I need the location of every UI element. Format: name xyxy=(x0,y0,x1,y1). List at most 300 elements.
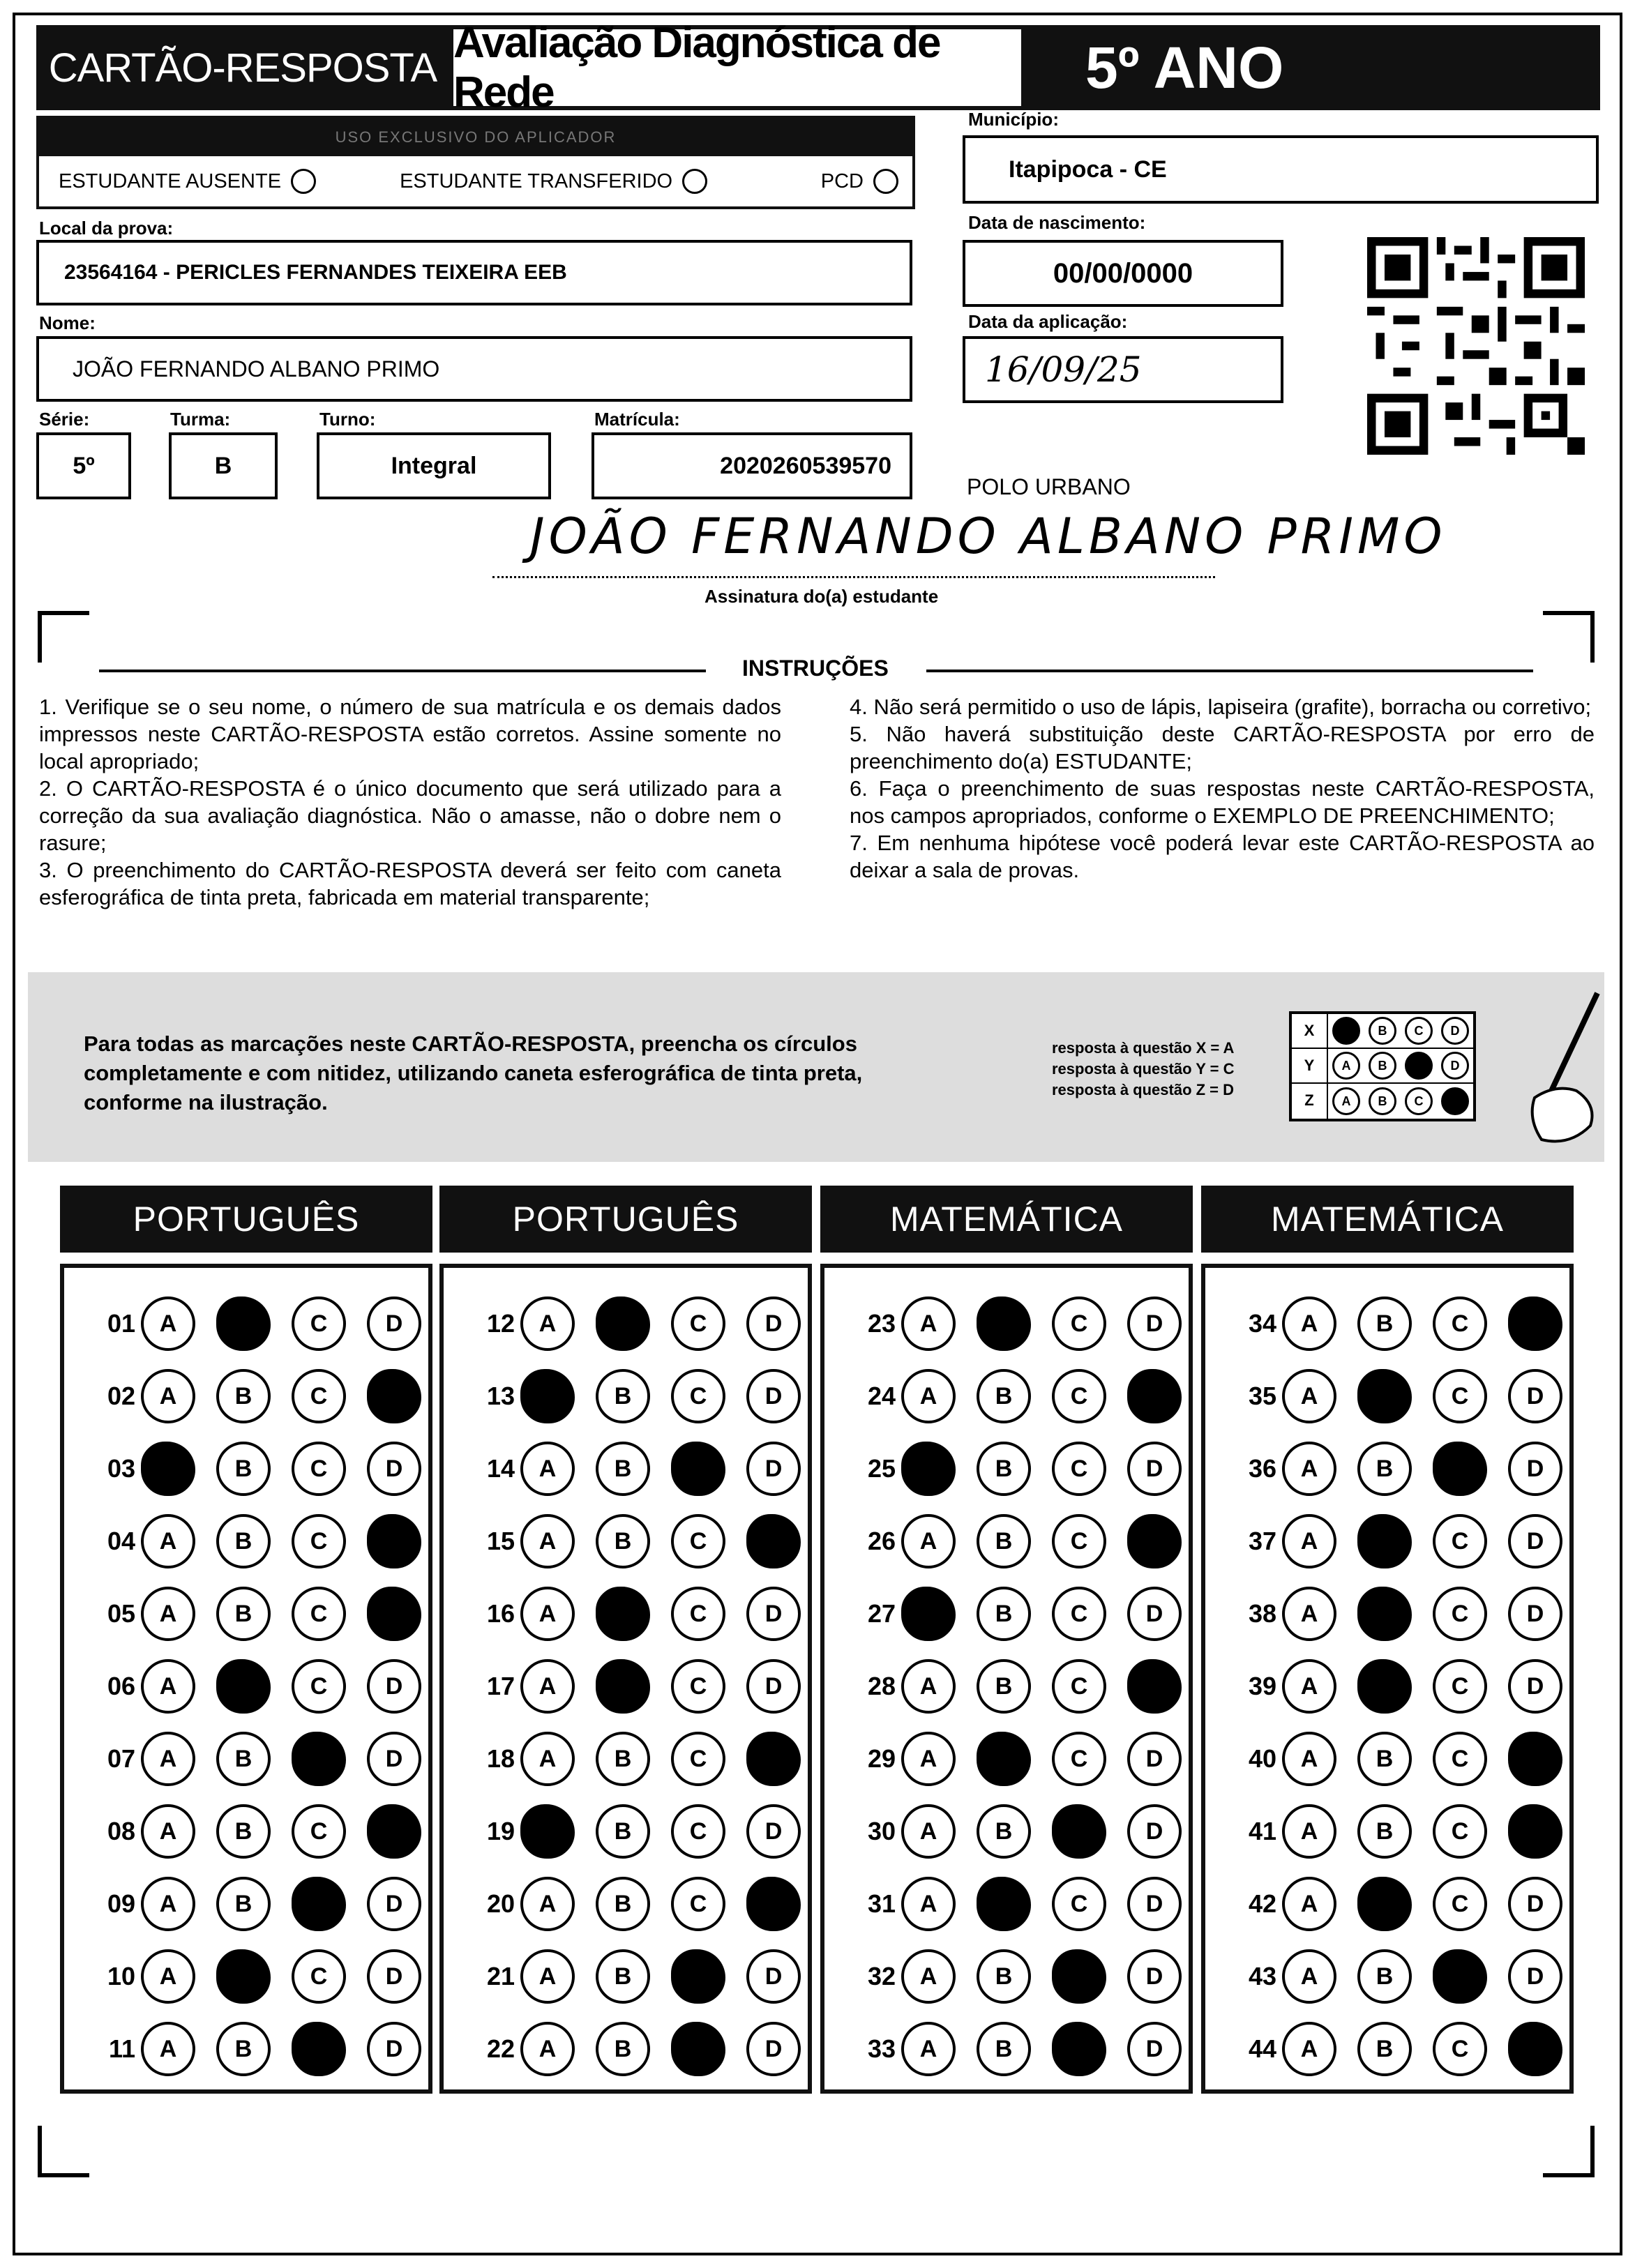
answer-bubble-b[interactable]: B xyxy=(977,1732,1031,1786)
name-field: JOÃO FERNANDO ALBANO PRIMO xyxy=(36,336,912,402)
answer-bubble-a[interactable]: A xyxy=(1282,1587,1336,1641)
answer-bubble-b[interactable]: B xyxy=(977,1877,1031,1931)
answer-bubble-d[interactable]: D xyxy=(367,1804,421,1859)
answer-bubble-a[interactable]: A xyxy=(520,1877,575,1931)
answer-bubble-b[interactable]: B xyxy=(977,2022,1031,2076)
answer-bubble-c[interactable]: C xyxy=(671,1514,725,1568)
example-bubble: A xyxy=(1332,1052,1360,1080)
answer-bubble-b[interactable]: B xyxy=(216,1442,271,1496)
answer-bubble-c[interactable]: C xyxy=(292,1514,346,1568)
answer-bubble-d[interactable]: D xyxy=(367,1369,421,1423)
signature-line xyxy=(492,576,1215,578)
answer-bubble-d[interactable]: D xyxy=(1127,1949,1182,2004)
example-bubble: C xyxy=(1405,1017,1433,1045)
answer-bubble-d[interactable]: D xyxy=(1127,1296,1182,1351)
name-label: Nome: xyxy=(39,312,96,333)
answer-bubble-c[interactable]: C xyxy=(1052,1877,1106,1931)
question-number: 20 xyxy=(486,1889,515,1918)
question-number: 25 xyxy=(867,1454,896,1483)
answer-bubble-b[interactable]: B xyxy=(1357,1877,1412,1931)
answer-bubble-c[interactable]: C xyxy=(292,1732,346,1786)
answer-bubble-a[interactable]: A xyxy=(901,1296,956,1351)
answer-bubble-b[interactable]: B xyxy=(977,1369,1031,1423)
question-number: 03 xyxy=(107,1454,135,1483)
question-number: 24 xyxy=(867,1382,896,1410)
absent-label: ESTUDANTE AUSENTE xyxy=(59,169,282,192)
answer-bubble-a[interactable]: A xyxy=(1282,1514,1336,1568)
answer-bubble-a[interactable]: A xyxy=(141,1587,195,1641)
answer-bubble-d[interactable]: D xyxy=(746,1877,801,1931)
question-number: 01 xyxy=(107,1309,135,1338)
location-label: Local da prova: xyxy=(39,218,174,239)
answer-bubble-b[interactable]: B xyxy=(216,1732,271,1786)
answer-bubble-a[interactable]: A xyxy=(520,1949,575,2004)
transferred-label: ESTUDANTE TRANSFERIDO xyxy=(400,169,673,192)
answer-bubble-d[interactable]: D xyxy=(746,1369,801,1423)
answer-bubble-a[interactable]: A xyxy=(901,1369,956,1423)
corner-mark xyxy=(38,611,89,663)
answer-bubble-c[interactable]: C xyxy=(671,1296,725,1351)
answer-bubble-a[interactable]: A xyxy=(141,1732,195,1786)
answer-bubble-a[interactable]: A xyxy=(141,1442,195,1496)
matricula-field: 2020260539570 xyxy=(592,432,912,499)
example-legend xyxy=(1052,1038,1234,1101)
serie-field: 5º xyxy=(36,432,131,499)
answer-bubble-d[interactable]: D xyxy=(1127,1369,1182,1423)
answer-bubble-a[interactable]: A xyxy=(141,1369,195,1423)
answer-bubble-a[interactable]: A xyxy=(520,1369,575,1423)
answer-bubble-d[interactable]: D xyxy=(367,1442,421,1496)
question-row xyxy=(444,1432,822,1505)
question-number: 07 xyxy=(107,1744,135,1773)
question-number: 30 xyxy=(867,1817,896,1845)
answer-bubble-b[interactable]: B xyxy=(596,1514,650,1568)
question-row xyxy=(64,1432,442,1505)
answer-bubble-d[interactable]: D xyxy=(1127,1732,1182,1786)
instruction-item: 1. Verifique se o seu nome, o número de sua matrícula e os demais dados impressos neste CARTÃO-RESPOSTA estão corretos. Assine somente no local apropriado; xyxy=(39,695,781,773)
example-bubble: A xyxy=(1332,1087,1360,1115)
answer-bubble-c[interactable]: C xyxy=(292,1369,346,1423)
answer-bubble-b[interactable]: B xyxy=(216,1877,271,1931)
question-row xyxy=(824,1360,1203,1432)
answer-bubble-d[interactable]: D xyxy=(367,1587,421,1641)
instruction-item: 7. Em nenhuma hipótese você poderá levar este CARTÃO-RESPOSTA ao deixar a sala de provas. xyxy=(850,831,1595,882)
answer-bubble-a[interactable]: A xyxy=(1282,2022,1336,2076)
answer-bubble-d[interactable]: D xyxy=(1508,1804,1562,1859)
question-row xyxy=(64,1578,442,1650)
question-number: 08 xyxy=(107,1817,135,1845)
answer-bubble-b[interactable]: B xyxy=(977,1296,1031,1351)
question-number: 11 xyxy=(108,2034,135,2063)
answer-bubble-b[interactable]: B xyxy=(977,1949,1031,2004)
question-number: 44 xyxy=(1248,2034,1276,2063)
answer-bubble-c[interactable]: C xyxy=(1052,1659,1106,1714)
instruction-item: 6. Faça o preenchimento de suas respostas neste CARTÃO-RESPOSTA, nos campos apropriados, conforme o EXEMPLO DE PREENCHIMENTO; xyxy=(850,776,1595,828)
example-text: Para todas as marcações neste CARTÃO-RESPOSTA, preencha os círculos completamente e com nitidez, utilizando caneta esferográfica de tinta preta, conforme na ilustração. xyxy=(84,1031,863,1114)
answer-bubble-c[interactable]: C xyxy=(1052,1296,1106,1351)
answer-bubble-a[interactable]: A xyxy=(520,1296,575,1351)
question-number: 10 xyxy=(107,1962,135,1990)
answer-bubble-c[interactable]: C xyxy=(671,1732,725,1786)
question-number: 29 xyxy=(867,1744,896,1773)
answer-bubble-b[interactable]: B xyxy=(596,1877,650,1931)
answer-bubble-d[interactable]: D xyxy=(1127,2022,1182,2076)
column-title: MATEMÁTICA xyxy=(820,1186,1193,1253)
question-row xyxy=(64,1650,442,1723)
question-number: 31 xyxy=(867,1889,896,1918)
question-number: 36 xyxy=(1248,1454,1276,1483)
answer-bubble-d[interactable]: D xyxy=(746,2022,801,2076)
answer-column xyxy=(439,1264,812,2094)
corner-mark xyxy=(1543,2126,1595,2177)
answer-bubble-c[interactable]: C xyxy=(1433,1732,1487,1786)
answer-bubble-b[interactable]: B xyxy=(1357,2022,1412,2076)
example-bubble: B xyxy=(1369,1052,1396,1080)
question-row xyxy=(64,1287,442,1360)
answer-bubble-d[interactable]: D xyxy=(1508,1732,1562,1786)
question-row xyxy=(824,2013,1203,2085)
absent-checkbox[interactable] xyxy=(291,169,316,194)
answer-bubble-a[interactable]: A xyxy=(520,1587,575,1641)
answer-bubble-d[interactable]: D xyxy=(1127,1877,1182,1931)
answer-bubble-c[interactable]: C xyxy=(671,1442,725,1496)
answer-bubble-d[interactable]: D xyxy=(1508,1587,1562,1641)
answer-bubble-d[interactable]: D xyxy=(367,1659,421,1714)
answer-bubble-b[interactable]: B xyxy=(1357,1949,1412,2004)
answer-bubble-d[interactable]: D xyxy=(1127,1587,1182,1641)
question-row xyxy=(64,1940,442,2013)
question-row xyxy=(444,1723,822,1795)
question-number: 18 xyxy=(486,1744,515,1773)
question-row xyxy=(1205,1578,1583,1650)
question-row xyxy=(64,1795,442,1868)
question-number: 42 xyxy=(1248,1889,1276,1918)
answer-bubble-d[interactable]: D xyxy=(1127,1659,1182,1714)
answer-bubble-b[interactable]: B xyxy=(1357,1514,1412,1568)
question-row xyxy=(64,1723,442,1795)
answer-bubble-c[interactable]: C xyxy=(671,1587,725,1641)
question-number: 21 xyxy=(486,1962,515,1990)
matricula-label: Matrícula: xyxy=(594,409,680,430)
answer-bubble-c[interactable]: C xyxy=(1052,1732,1106,1786)
question-number: 17 xyxy=(486,1672,515,1700)
answer-bubble-b[interactable]: B xyxy=(216,1804,271,1859)
answer-bubble-b[interactable]: B xyxy=(216,1587,271,1641)
example-bubble: B xyxy=(1369,1017,1396,1045)
question-row xyxy=(1205,1868,1583,1940)
answer-bubble-a[interactable]: A xyxy=(901,1442,956,1496)
answer-bubble-d[interactable]: D xyxy=(1508,2022,1562,2076)
question-number: 35 xyxy=(1248,1382,1276,1410)
answer-bubble-b[interactable]: B xyxy=(216,1296,271,1351)
answer-bubble-a[interactable]: A xyxy=(1282,1949,1336,2004)
answer-bubble-a[interactable]: A xyxy=(1282,1732,1336,1786)
example-bubble: C xyxy=(1405,1052,1433,1080)
answer-bubble-b[interactable]: B xyxy=(1357,1732,1412,1786)
answer-bubble-c[interactable]: C xyxy=(1433,1514,1487,1568)
answer-bubble-b[interactable]: B xyxy=(596,2022,650,2076)
answer-bubble-b[interactable]: B xyxy=(977,1587,1031,1641)
question-row xyxy=(1205,1360,1583,1432)
answer-bubble-c[interactable]: C xyxy=(671,2022,725,2076)
example-question-label: Y xyxy=(1292,1049,1328,1082)
question-number: 19 xyxy=(486,1817,515,1845)
answer-bubble-b[interactable]: B xyxy=(1357,1804,1412,1859)
answer-bubble-b[interactable]: B xyxy=(596,1659,650,1714)
signature-label: Assinatura do(a) estudante xyxy=(705,586,939,607)
answer-bubble-d[interactable]: D xyxy=(1508,1296,1562,1351)
example-row xyxy=(1292,1049,1473,1084)
answer-bubble-b[interactable]: B xyxy=(596,1442,650,1496)
answer-bubble-d[interactable]: D xyxy=(746,1659,801,1714)
answer-bubble-a[interactable]: A xyxy=(520,1514,575,1568)
answer-bubble-c[interactable]: C xyxy=(671,1369,725,1423)
answer-bubble-c[interactable]: C xyxy=(1433,1442,1487,1496)
answer-bubble-a[interactable]: A xyxy=(520,1732,575,1786)
answer-bubble-c[interactable]: C xyxy=(292,1949,346,2004)
answer-bubble-a[interactable]: A xyxy=(1282,1442,1336,1496)
answer-bubble-c[interactable]: C xyxy=(1052,1804,1106,1859)
answer-bubble-a[interactable]: A xyxy=(1282,1369,1336,1423)
answer-bubble-d[interactable]: D xyxy=(367,1949,421,2004)
card-label: CARTÃO-RESPOSTA xyxy=(36,25,449,110)
question-number: 41 xyxy=(1248,1817,1276,1845)
answer-bubble-a[interactable]: A xyxy=(1282,1877,1336,1931)
answer-bubble-b[interactable]: B xyxy=(1357,1442,1412,1496)
question-row xyxy=(444,1795,822,1868)
answer-bubble-d[interactable]: D xyxy=(746,1296,801,1351)
example-question-label: Z xyxy=(1292,1084,1328,1119)
answer-column xyxy=(820,1264,1193,2094)
question-number: 27 xyxy=(867,1599,896,1628)
answer-bubble-c[interactable]: C xyxy=(292,1659,346,1714)
turno-field: Integral xyxy=(317,432,551,499)
example-row xyxy=(1292,1014,1473,1049)
answer-bubble-d[interactable]: D xyxy=(746,1442,801,1496)
answer-bubble-d[interactable]: D xyxy=(367,1877,421,1931)
answer-bubble-b[interactable]: B xyxy=(1357,1369,1412,1423)
question-row xyxy=(444,1940,822,2013)
corner-mark xyxy=(1543,611,1595,663)
answer-bubble-b[interactable]: B xyxy=(216,1514,271,1568)
answer-bubble-b[interactable]: B xyxy=(216,1949,271,2004)
answer-bubble-a[interactable]: A xyxy=(1282,1804,1336,1859)
column-title: MATEMÁTICA xyxy=(1201,1186,1574,1253)
answer-bubble-c[interactable]: C xyxy=(292,1877,346,1931)
answer-bubble-a[interactable]: A xyxy=(1282,1659,1336,1714)
answer-bubble-c[interactable]: C xyxy=(1433,1877,1487,1931)
pcd-checkbox[interactable] xyxy=(873,169,898,194)
fill-example xyxy=(28,972,1604,1162)
question-number: 13 xyxy=(486,1382,515,1410)
answer-bubble-b[interactable]: B xyxy=(596,1949,650,2004)
answer-bubble-b[interactable]: B xyxy=(1357,1587,1412,1641)
answer-bubble-a[interactable]: A xyxy=(141,1804,195,1859)
instruction-item: 5. Não haverá substituição deste CARTÃO-RESPOSTA por erro de preenchimento do(a) ESTUDANTE; xyxy=(850,722,1595,773)
answer-bubble-d[interactable]: D xyxy=(1508,1442,1562,1496)
signature: JOÃO FERNANDO ALBANO PRIMO xyxy=(530,508,1447,565)
birth-field: 00/00/0000 xyxy=(963,240,1283,307)
answer-bubble-d[interactable]: D xyxy=(746,1514,801,1568)
answer-bubble-c[interactable]: C xyxy=(1433,2022,1487,2076)
answer-bubble-d[interactable]: D xyxy=(367,2022,421,2076)
answer-bubble-a[interactable]: A xyxy=(141,1877,195,1931)
answer-bubble-b[interactable]: B xyxy=(977,1514,1031,1568)
question-number: 43 xyxy=(1248,1962,1276,1990)
question-row xyxy=(444,1360,822,1432)
answer-bubble-a[interactable]: A xyxy=(901,2022,956,2076)
answer-bubble-c[interactable]: C xyxy=(671,1804,725,1859)
answer-bubble-a[interactable]: A xyxy=(1282,1296,1336,1351)
answer-bubble-d[interactable]: D xyxy=(1127,1804,1182,1859)
answer-bubble-a[interactable]: A xyxy=(141,2022,195,2076)
answer-bubble-c[interactable]: C xyxy=(1052,2022,1106,2076)
question-row xyxy=(444,1868,822,1940)
question-number: 12 xyxy=(486,1309,515,1338)
answer-bubble-a[interactable]: A xyxy=(901,1659,956,1714)
answer-bubble-c[interactable]: C xyxy=(1433,1659,1487,1714)
question-row xyxy=(444,1578,822,1650)
answer-bubble-c[interactable]: C xyxy=(1052,1514,1106,1568)
column-title: PORTUGUÊS xyxy=(439,1186,812,1253)
answer-bubble-d[interactable]: D xyxy=(367,1514,421,1568)
question-number: 38 xyxy=(1248,1599,1276,1628)
answer-bubble-b[interactable]: B xyxy=(1357,1659,1412,1714)
answer-bubble-b[interactable]: B xyxy=(1357,1296,1412,1351)
question-number: 05 xyxy=(107,1599,135,1628)
answer-bubble-c[interactable]: C xyxy=(1052,1369,1106,1423)
answer-bubble-c[interactable]: C xyxy=(671,1949,725,2004)
answer-bubble-a[interactable]: A xyxy=(901,1732,956,1786)
question-row xyxy=(824,1940,1203,2013)
answer-bubble-c[interactable]: C xyxy=(1433,1804,1487,1859)
answer-bubble-d[interactable]: D xyxy=(1508,1949,1562,2004)
answer-bubble-a[interactable]: A xyxy=(141,1949,195,2004)
corner-mark xyxy=(38,2126,89,2177)
answer-bubble-a[interactable]: A xyxy=(901,1949,956,2004)
answer-bubble-b[interactable]: B xyxy=(596,1587,650,1641)
answer-bubble-d[interactable]: D xyxy=(1508,1877,1562,1931)
answer-bubble-d[interactable]: D xyxy=(1508,1514,1562,1568)
question-number: 23 xyxy=(867,1309,896,1338)
question-row xyxy=(64,1868,442,1940)
answer-bubble-c[interactable]: C xyxy=(1052,1442,1106,1496)
answer-bubble-b[interactable]: B xyxy=(216,1369,271,1423)
answer-bubble-b[interactable]: B xyxy=(596,1732,650,1786)
instruction-item: 2. O CARTÃO-RESPOSTA é o único documento que será utilizado para a correção da sua avaliação diagnóstica. Não o amasse, não o dobre nem o rasure; xyxy=(39,776,781,855)
question-row xyxy=(1205,1795,1583,1868)
qr-code-icon xyxy=(1367,237,1585,455)
question-row xyxy=(444,1505,822,1578)
question-row xyxy=(824,1650,1203,1723)
example-bubble: A xyxy=(1332,1017,1360,1045)
answer-bubble-d[interactable]: D xyxy=(1508,1659,1562,1714)
answer-bubble-d[interactable]: D xyxy=(746,1587,801,1641)
answer-bubble-b[interactable]: B xyxy=(977,1659,1031,1714)
answer-bubble-c[interactable]: C xyxy=(1052,1949,1106,2004)
answer-bubble-a[interactable]: A xyxy=(141,1514,195,1568)
answer-bubble-c[interactable]: C xyxy=(671,1877,725,1931)
question-row xyxy=(1205,1505,1583,1578)
question-row xyxy=(1205,1650,1583,1723)
question-number: 39 xyxy=(1248,1672,1276,1700)
answer-bubble-a[interactable]: A xyxy=(520,1442,575,1496)
answer-bubble-c[interactable]: C xyxy=(292,1296,346,1351)
answer-bubble-b[interactable]: B xyxy=(596,1804,650,1859)
municipio-label: Município: xyxy=(968,109,1059,130)
admin-box xyxy=(36,116,915,209)
question-number: 02 xyxy=(107,1382,135,1410)
answer-bubble-c[interactable]: C xyxy=(1433,1587,1487,1641)
answer-bubble-d[interactable]: D xyxy=(1508,1369,1562,1423)
answer-bubble-a[interactable]: A xyxy=(901,1587,956,1641)
answer-bubble-b[interactable]: B xyxy=(596,1369,650,1423)
answer-bubble-d[interactable]: D xyxy=(746,1804,801,1859)
answer-bubble-a[interactable]: A xyxy=(901,1877,956,1931)
answer-bubble-a[interactable]: A xyxy=(141,1659,195,1714)
example-bubble: D xyxy=(1441,1087,1469,1115)
legend-item: resposta à questão Z = D xyxy=(1052,1081,1235,1098)
answer-bubble-c[interactable]: C xyxy=(671,1659,725,1714)
question-number: 37 xyxy=(1248,1527,1276,1555)
question-row xyxy=(824,1505,1203,1578)
answer-bubble-c[interactable]: C xyxy=(292,2022,346,2076)
header xyxy=(36,19,1284,116)
answer-bubble-a[interactable]: A xyxy=(141,1296,195,1351)
question-number: 33 xyxy=(867,2034,896,2063)
answer-bubble-b[interactable]: B xyxy=(977,1804,1031,1859)
answer-bubble-d[interactable]: D xyxy=(1127,1514,1182,1568)
question-row xyxy=(1205,1723,1583,1795)
answer-bubble-c[interactable]: C xyxy=(292,1442,346,1496)
instructions-left xyxy=(39,693,781,911)
answer-bubble-a[interactable]: A xyxy=(901,1804,956,1859)
admin-title: USO EXCLUSIVO DO APLICADOR xyxy=(39,119,912,156)
answer-bubble-c[interactable]: C xyxy=(1433,1296,1487,1351)
answer-bubble-d[interactable]: D xyxy=(367,1296,421,1351)
question-number: 32 xyxy=(867,1962,896,1990)
answer-bubble-c[interactable]: C xyxy=(1052,1587,1106,1641)
answer-bubble-a[interactable]: A xyxy=(520,2022,575,2076)
hand-pen-icon xyxy=(1521,986,1604,1147)
answer-bubble-b[interactable]: B xyxy=(977,1442,1031,1496)
location-field: 23564164 - PERICLES FERNANDES TEIXEIRA EEB xyxy=(36,240,912,305)
answer-bubble-a[interactable]: A xyxy=(520,1804,575,1859)
answer-bubble-b[interactable]: B xyxy=(216,2022,271,2076)
answer-bubble-a[interactable]: A xyxy=(520,1659,575,1714)
answer-column xyxy=(60,1264,432,2094)
answer-bubble-c[interactable]: C xyxy=(292,1804,346,1859)
answer-bubble-d[interactable]: D xyxy=(746,1732,801,1786)
answer-bubble-c[interactable]: C xyxy=(1433,1369,1487,1423)
example-bubble: C xyxy=(1405,1087,1433,1115)
question-row xyxy=(444,1287,822,1360)
answer-bubble-b[interactable]: B xyxy=(216,1659,271,1714)
answer-bubble-c[interactable]: C xyxy=(1433,1949,1487,2004)
answer-bubble-c[interactable]: C xyxy=(292,1587,346,1641)
question-row xyxy=(824,1287,1203,1360)
answer-bubble-d[interactable]: D xyxy=(746,1949,801,2004)
answer-bubble-b[interactable]: B xyxy=(596,1296,650,1351)
legend-item: resposta à questão X = A xyxy=(1052,1039,1235,1057)
question-number: 04 xyxy=(107,1527,135,1555)
application-label: Data da aplicação: xyxy=(968,311,1128,332)
answer-bubble-a[interactable]: A xyxy=(901,1514,956,1568)
answer-bubble-d[interactable]: D xyxy=(1127,1442,1182,1496)
answer-bubble-d[interactable]: D xyxy=(367,1732,421,1786)
transferred-checkbox[interactable] xyxy=(682,169,707,194)
question-row xyxy=(1205,2013,1583,2085)
